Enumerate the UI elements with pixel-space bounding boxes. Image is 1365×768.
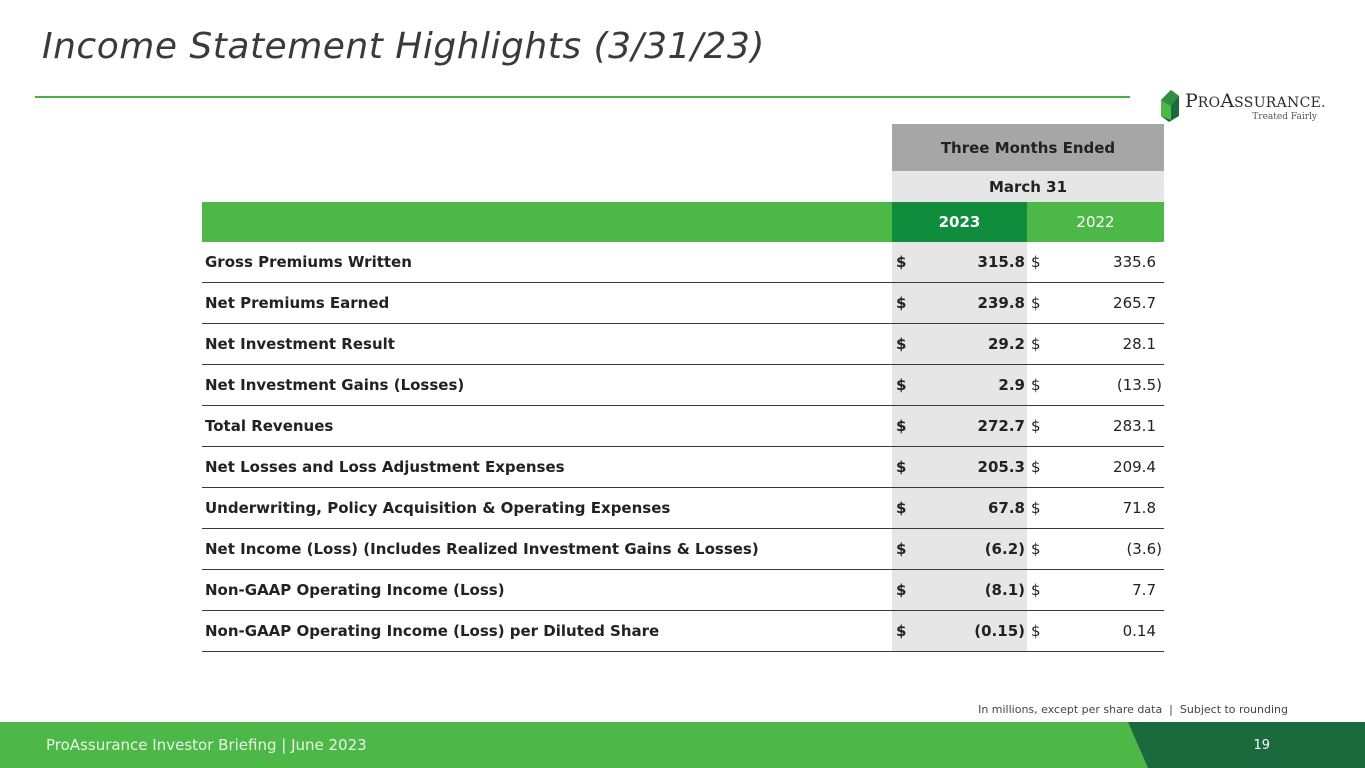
row-label: Net Income (Loss) (Includes Realized Investment Gains & Losses) [202, 529, 892, 570]
value-2022: 265.7 [1057, 283, 1164, 324]
value-2023: (6.2) [922, 529, 1027, 570]
row-label: Gross Premiums Written [202, 242, 892, 283]
value-2022: (13.5) [1057, 365, 1164, 406]
value-2023: (0.15) [922, 611, 1027, 652]
table-row [202, 324, 1164, 365]
value-2023: 272.7 [922, 406, 1027, 447]
logo-tagline: Treated Fairly [1252, 112, 1317, 122]
row-label: Total Revenues [202, 406, 892, 447]
currency-2022: $ [1027, 365, 1057, 406]
value-2022: 0.14 [1057, 611, 1164, 652]
footer-accent [1128, 722, 1365, 768]
header-period: Three Months Ended [892, 124, 1164, 171]
value-2023: 205.3 [922, 447, 1027, 488]
table-row [202, 447, 1164, 488]
table-row [202, 283, 1164, 324]
income-statement-table [202, 124, 1164, 652]
page-title: Income Statement Highlights (3/31/23) [42, 26, 765, 67]
row-label: Net Losses and Loss Adjustment Expenses [202, 447, 892, 488]
currency-2022: $ [1027, 406, 1057, 447]
currency-2022: $ [1027, 488, 1057, 529]
currency-2023: $ [892, 283, 922, 324]
currency-2023: $ [892, 324, 922, 365]
currency-2023: $ [892, 488, 922, 529]
header-row-date [202, 171, 1164, 202]
header-year-prior: 2022 [1027, 202, 1164, 242]
row-label: Non-GAAP Operating Income (Loss) [202, 570, 892, 611]
value-2023: (8.1) [922, 570, 1027, 611]
leaf-logo-icon [1157, 86, 1183, 122]
currency-2023: $ [892, 406, 922, 447]
currency-2022: $ [1027, 242, 1057, 283]
table-row [202, 488, 1164, 529]
currency-2022: $ [1027, 529, 1057, 570]
row-label: Non-GAAP Operating Income (Loss) per Diluted Share [202, 611, 892, 652]
value-2022: 335.6 [1057, 242, 1164, 283]
row-label: Net Investment Result [202, 324, 892, 365]
header-row-period [202, 124, 1164, 171]
currency-2023: $ [892, 611, 922, 652]
footnote: In millions, except per share data | Subject to rounding [978, 703, 1288, 716]
header-year-current: 2023 [892, 202, 1027, 242]
currency-2023: $ [892, 365, 922, 406]
table-row [202, 611, 1164, 652]
currency-2022: $ [1027, 324, 1057, 365]
value-2022: (3.6) [1057, 529, 1164, 570]
table-row [202, 570, 1164, 611]
header-date: March 31 [892, 171, 1164, 202]
currency-2022: $ [1027, 447, 1057, 488]
table-row [202, 365, 1164, 406]
value-2023: 2.9 [922, 365, 1027, 406]
company-logo [1157, 86, 1332, 126]
currency-2022: $ [1027, 570, 1057, 611]
value-2023: 239.8 [922, 283, 1027, 324]
value-2022: 283.1 [1057, 406, 1164, 447]
currency-2023: $ [892, 529, 922, 570]
logo-wordmark: PROASSURANCE. [1185, 90, 1326, 112]
currency-2023: $ [892, 242, 922, 283]
value-2023: 315.8 [922, 242, 1027, 283]
footer-text: ProAssurance Investor Briefing | June 2023 [46, 736, 367, 754]
value-2023: 29.2 [922, 324, 1027, 365]
row-label: Net Investment Gains (Losses) [202, 365, 892, 406]
currency-2023: $ [892, 570, 922, 611]
value-2022: 28.1 [1057, 324, 1164, 365]
currency-2023: $ [892, 447, 922, 488]
currency-2022: $ [1027, 611, 1057, 652]
currency-2022: $ [1027, 283, 1057, 324]
row-label: Net Premiums Earned [202, 283, 892, 324]
value-2022: 71.8 [1057, 488, 1164, 529]
value-2022: 7.7 [1057, 570, 1164, 611]
table-row [202, 529, 1164, 570]
table-row [202, 406, 1164, 447]
page-number: 19 [1253, 738, 1270, 753]
header-row-years [202, 202, 1164, 242]
value-2023: 67.8 [922, 488, 1027, 529]
value-2022: 209.4 [1057, 447, 1164, 488]
row-label: Underwriting, Policy Acquisition & Operating Expenses [202, 488, 892, 529]
title-divider [35, 96, 1130, 98]
table-row [202, 242, 1164, 283]
